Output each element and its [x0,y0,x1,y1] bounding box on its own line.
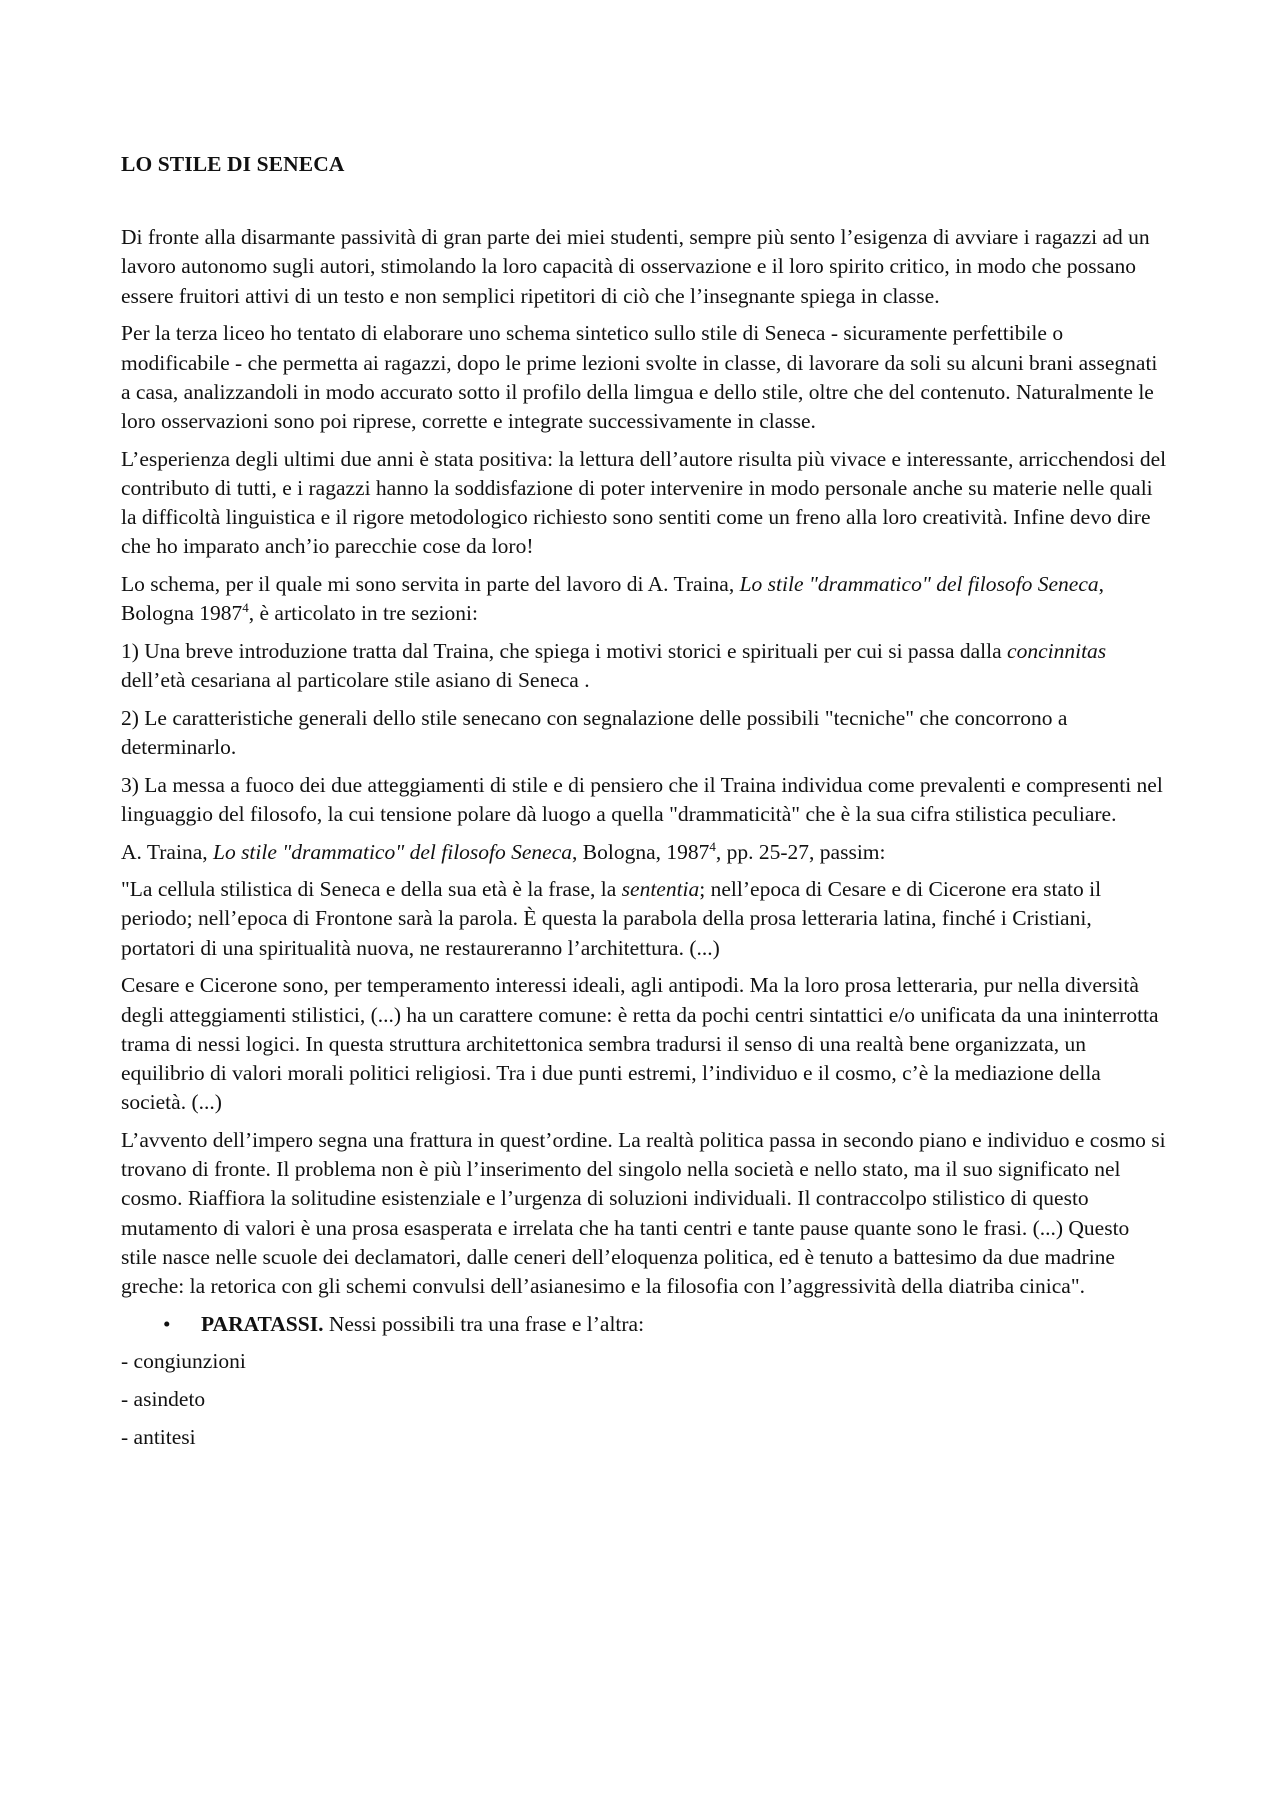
paragraph-section-1 [121,637,1169,695]
book-title-italic: Lo stile "drammatico" del filosofo Seneca [739,571,1099,596]
list-item: - congiunzioni [121,1349,246,1374]
paragraph-experience: L’esperienza degli ultimi due anni è stata positiva: la lettura dell’autore risulta più vivace e interessante, arricchendosi del contributo di tutti, e i ragazzi hanno la soddisfazione di poter intervenire in modo personale anche su materie nelle quali la difficoltà linguistica e il rigore metodologico richiesto sono sentiti come un freno alla loro creatività. Infine devo dire che ho imparato anch’io parecchie cose da loro! [121,446,1167,559]
paragraph-quote-3: L’avvento dell’impero segna una frattura in quest’ordine. La realtà politica passa in secondo piano e individuo e cosmo si trovano di fronte. Il problema non è più l’inserimento del singolo nella società e nello stato, ma il suo significato nel cosmo. Riaffiora la solitudine esistenziale e l’urgenza di soluzioni individuali. Il contraccolpo stilistico di questo mutamento di valori è una prosa esasperata e irrelata che ha tanti centri e tante pause quante sono le frasi. (...) Questo stile nasce nelle scuole dei declamatori, dalle ceneri dell’eloquenza politica, ed è tenuto a battesimo da due madrine greche: la retorica con gli schemi convulsi dell’asianesimo e la filosofia con l’aggressività della diatriba cinica". [121,1127,1166,1298]
text-segment: A. Traina, [121,839,213,864]
document-title: LO STILE DI SENECA [121,152,345,176]
bullet-paratassi [121,1310,1169,1339]
list-item: - antitesi [121,1424,196,1449]
edition-superscript: 4 [242,599,249,615]
list-item: - asindeto [121,1387,206,1412]
paragraph-quote-1 [121,875,1169,963]
bullet-heading: PARATASSI. [201,1311,324,1336]
text-segment: ; nell’epoca di Cesare e di Cicerone era stato il periodo; nell’epoca di Frontone sarà la parola. È questa la parabola della prosa letteraria latina, finché i Cristiani, portatori di una spiritualità nuova, ne restaureranno l’architettura. (...) [121,877,1102,960]
paragraph-section-2: 2) Le caratteristiche generali dello stile senecano con segnalazione delle possibili "tecniche" che concorrono a determinarlo. [121,705,1068,759]
paragraph-intro: Di fronte alla disarmante passività di gran parte dei miei studenti, sempre più sento l’esigenza di avviare i ragazzi ad un lavoro autonomo sugli autori, stimolando la loro capacità di osservazione e il loro spirito critico, in modo che possano essere fruitori attivi di un testo e non semplici ripetitori di ciò che l’insegnante spiega in classe. [121,225,1150,308]
term-italic: sententia [621,877,700,902]
paragraph-schema-structure [121,570,1169,628]
text-segment: Lo schema, per il quale mi sono servita in parte del lavoro di A. Traina, [121,571,740,596]
paragraph-quote-2: Cesare e Cicerone sono, per temperamento interessi ideali, agli antipodi. Ma la loro prosa letteraria, pur nella diversità degli atteggiamenti stilistici, (...) ha un carattere comune: è retta da pochi centri sintattici e/o unificata da una ininterrotta trama di nessi logici. In questa struttura architettonica sembra tradursi il senso di una realtà bene organizzata, un equilibrio di valori morali politici religiosi. Tra i due punti estremi, l’individuo e il cosmo, c’è la mediazione della società. (...) [121,973,1159,1115]
bullet-symbol: • [163,1311,171,1336]
paragraph-schema-purpose: Per la terza liceo ho tentato di elaborare uno schema sintetico sullo stile di Seneca - sicuramente perfettibile o modificabile - che permetta ai ragazzi, dopo le prime lezioni svolte in classe, di lavorare da soli su alcuni brani assegnati a casa, analizzandoli in modo accurato sotto il profilo della limgua e dello stile, oltre che del contenuto. Naturalmente le loro osservazioni sono poi riprese, corrette e integrate successivamente in classe. [121,321,1158,433]
text-segment: 1) Una breve introduzione tratta dal Traina, che spiega i motivi storici e spirituali per cui si passa dalla [121,638,1008,663]
paragraph-section-3: 3) La messa a fuoco dei due atteggiamenti di stile e di pensiero che il Traina individua come prevalenti e compresenti nel linguaggio del filosofo, la cui tensione polare dà luogo a quella "drammaticità" che è la sua cifra stilistica peculiare. [121,772,1163,826]
paragraph-citation [121,838,1169,867]
text-segment: , pp. 25-27, passim: [715,839,886,864]
edition-superscript: 4 [709,838,716,854]
text-segment: "La cellula stilistica di Seneca e della sua età è la frase, la [121,877,622,902]
text-segment: , è articolato in tre sezioni: [248,601,478,626]
text-segment: , Bologna 1987 [121,571,1105,626]
text-segment: dell’età cesariana al particolare stile asiano di Seneca . [121,668,590,693]
bullet-text: Nessi possibili tra una frase e l’altra: [323,1311,645,1336]
document-page [121,150,1169,1460]
text-segment: , Bologna, 1987 [572,839,710,864]
book-title-italic: Lo stile "drammatico" del filosofo Seneca [212,839,573,864]
term-italic: concinnitas [1007,638,1107,663]
